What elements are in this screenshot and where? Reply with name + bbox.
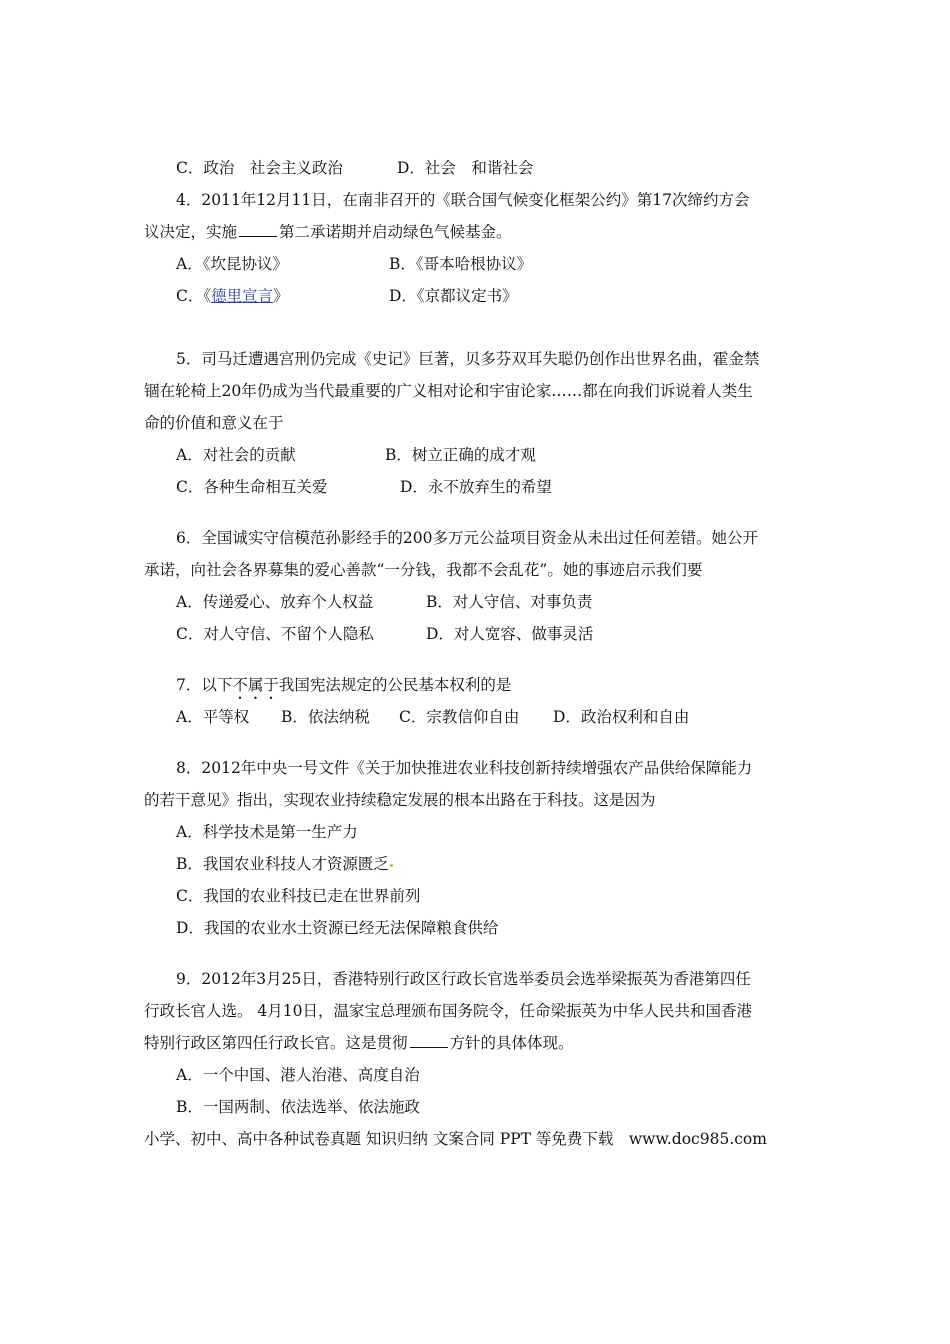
q8-option-c: C．我国的农业科技已走在世界前列 <box>176 887 421 905</box>
q6-stem-line2: 承诺，向社会各界募集的爱心善款“一分钱，我都不会乱花”。她的事迹启示我们要 <box>144 561 703 579</box>
q7-option-d-text: D．政治权利和自由 <box>553 708 690 726</box>
q4-option-c-suffix: 》 <box>273 287 289 305</box>
q7-option-b: B．依法纳税 <box>281 708 370 726</box>
q5-option-a: A．对社会的贡献 <box>176 446 296 464</box>
q8-option-b <box>176 853 393 875</box>
q5-stem-line2: 锢在轮椅上20年仍成为当代最重要的广义相对论和宇宙论家……都在向我们诉说着人类生 <box>144 382 753 400</box>
q4-option-d: D．《京都议定书》 <box>389 287 518 305</box>
q5-stem-line3: 命的价值和意义在于 <box>144 414 284 432</box>
q8-stem-line1: 8．2012年中央一号文件《关于加快推进农业科技创新持续增强农产品供给保障能力 <box>176 759 753 777</box>
q8-option-d: D．我国的农业水土资源已经无法保障粮食供给 <box>176 919 499 937</box>
q7-option-d <box>553 706 689 728</box>
q6-option-b: B．对人守信、对事负责 <box>426 593 593 611</box>
q7-stem-suffix: 我国宪法规定的公民基本权利的是 <box>278 676 512 694</box>
q4-option-c-link[interactable]: 德里宣言 <box>211 287 274 305</box>
q5-option-d: D．永不放弃生的希望 <box>400 478 552 496</box>
q4-stem-line1: 4．2011年12月11日，在南非召开的《联合国气候变化框架公约》第17次缔约方会 <box>176 191 750 209</box>
q4-stem-line2 <box>144 221 512 243</box>
q4-option-c <box>176 285 289 307</box>
answer-blank <box>410 1033 448 1048</box>
q6-stem-line1: 6．全国诚实守信模范孙影经手的200多万元公益项目资金从未出过任何差错。她公开 <box>176 529 758 547</box>
q8-option-a: A．科学技术是第一生产力 <box>176 823 358 841</box>
q8-option-b-text: B．我国农业科技人才资源匮乏 <box>176 855 389 873</box>
q7-option-a: A．平等权 <box>176 708 250 726</box>
q9-stem-part1: 特别行政区第四任行政长官。这是贯彻 <box>144 1034 408 1052</box>
q9-stem-part2: 方针的具体体现。 <box>449 1034 574 1052</box>
q9-stem-line1: 9．2012年3月25日，香港特别行政区行政长官选举委员会选举梁振英为香港第四任 <box>176 970 751 988</box>
q9-stem-line2: 行政长官人选。 4月10日，温家宝总理颁布国务院令，任命梁振英为中华人民共和国香港 <box>144 1002 753 1020</box>
q9-option-a: A．一个中国、港人治港、高度自治 <box>176 1066 420 1084</box>
q4-option-b: B．《哥本哈根协议》 <box>389 255 533 273</box>
q7-option-c: C．宗教信仰自由 <box>399 708 520 726</box>
q5-option-b: B．树立正确的成才观 <box>385 446 536 464</box>
q8-stem-line2: 的若干意见》指出，实现农业持续稳定发展的根本出路在于科技。这是因为 <box>144 791 656 809</box>
artifact-dot <box>390 864 393 867</box>
q3-option-d: D．社会 和谐社会 <box>397 159 534 177</box>
q9-option-b: B．一国两制、依法选举、依法施政 <box>176 1098 420 1116</box>
q4-stem-part1: 议决定，实施 <box>144 223 238 241</box>
q5-stem-line1: 5．司马迁遭遇宫刑仍完成《史记》巨著，贝多芬双耳失聪仍创作出世界名曲，霍金禁 <box>176 350 760 368</box>
q7-stem <box>176 674 511 703</box>
page-footer: 小学、初中、高中各种试卷真题 知识归纳 文案合同 PPT 等免费下载 www.doc985.com <box>144 1130 767 1148</box>
q6-option-d: D．对人宽容、做事灵活 <box>426 625 594 643</box>
q4-option-c-prefix: C．《 <box>176 287 212 305</box>
q7-stem-prefix: 7．以下 <box>176 676 233 694</box>
q5-option-c: C．各种生命相互关爱 <box>176 478 328 496</box>
q9-stem-line3 <box>144 1032 574 1054</box>
q6-option-c: C．对人守信、不留个人隐私 <box>176 625 374 643</box>
answer-blank <box>239 222 277 237</box>
q3-option-c: C．政治 社会主义政治 <box>176 159 343 177</box>
q6-option-a: A．传递爱心、放弃个人权益 <box>176 593 374 611</box>
q4-stem-part2: 第二承诺期并启动绿色气候基金。 <box>279 223 512 241</box>
q4-option-a: A．《坎昆协议》 <box>176 255 288 273</box>
q7-emphasis: 不属于 <box>232 676 279 694</box>
